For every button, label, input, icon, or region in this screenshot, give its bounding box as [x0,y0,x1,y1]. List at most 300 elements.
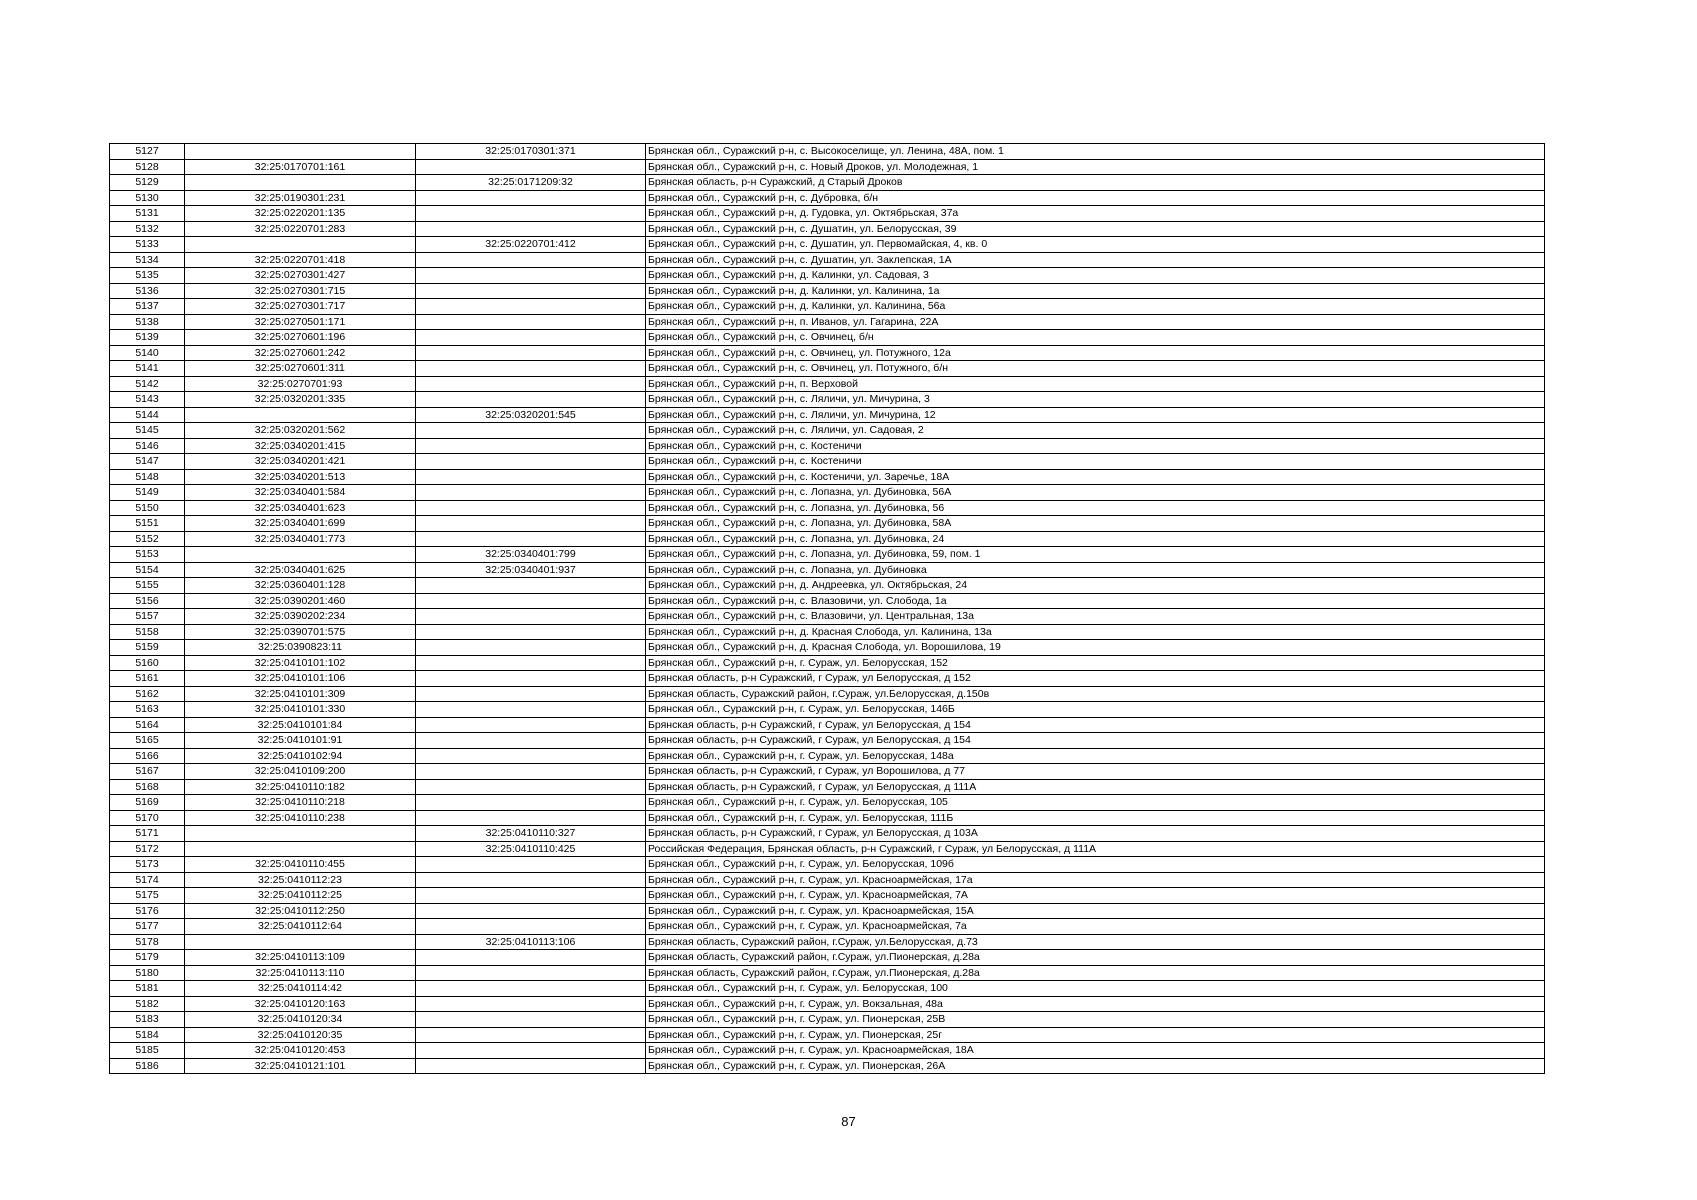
table-row [110,655,1545,671]
table-row [110,779,1545,795]
cadastral-number-secondary-cell [416,159,646,175]
table-row [110,1058,1545,1074]
row-number-cell: 5184 [110,1027,185,1043]
row-number-cell: 5145 [110,423,185,439]
cadastral-number-cell: 32:25:0360401:128 [185,578,416,594]
address-cell: Брянская область, Суражский район, г.Сураж, ул.Пионерская, д.28а [646,965,1545,981]
cadastral-number-cell: 32:25:0340201:421 [185,454,416,470]
table-row [110,547,1545,563]
cadastral-number-cell: 32:25:0410121:101 [185,1058,416,1074]
address-cell: Брянская обл., Суражский р-н, г. Сураж, ул. Пионерская, 25г [646,1027,1545,1043]
cadastral-number-cell: 32:25:0340401:623 [185,500,416,516]
row-number-cell: 5171 [110,826,185,842]
cadastral-number-secondary-cell [416,810,646,826]
row-number-cell: 5172 [110,841,185,857]
row-number-cell: 5178 [110,934,185,950]
table-row [110,640,1545,656]
cadastral-number-secondary-cell [416,376,646,392]
cadastral-number-cell: 32:25:0340401:699 [185,516,416,532]
address-cell: Брянская обл., Суражский р-н, г. Сураж, ул. Белорусская, 152 [646,655,1545,671]
cadastral-number-cell: 32:25:0340401:773 [185,531,416,547]
address-cell: Брянская обл., Суражский р-н, г. Сураж, ул. Красноармейская, 7а [646,919,1545,935]
row-number-cell: 5146 [110,438,185,454]
address-cell: Брянская обл., Суражский р-н, с. Ляличи, ул. Садовая, 2 [646,423,1545,439]
table-row [110,438,1545,454]
cadastral-number-cell: 32:25:0220701:418 [185,252,416,268]
cadastral-number-cell: 32:25:0410114:42 [185,981,416,997]
address-cell: Брянская область, Суражский район, г.Сураж, ул.Белорусская, д.73 [646,934,1545,950]
cadastral-number-cell: 32:25:0410101:102 [185,655,416,671]
address-cell: Брянская область, р-н Суражский, г Сураж, ул Белорусская, д 154 [646,717,1545,733]
cadastral-number-secondary-cell [416,469,646,485]
row-number-cell: 5179 [110,950,185,966]
row-number-cell: 5150 [110,500,185,516]
cadastral-number-cell: 32:25:0320201:562 [185,423,416,439]
cadastral-number-cell: 32:25:0270301:427 [185,268,416,284]
row-number-cell: 5159 [110,640,185,656]
cadastral-number-secondary-cell [416,903,646,919]
cadastral-number-secondary-cell [416,671,646,687]
address-cell: Брянская обл., Суражский р-н, п. Иванов, ул. Гагарина, 22А [646,314,1545,330]
table-row [110,671,1545,687]
table-row [110,965,1545,981]
table-row [110,1027,1545,1043]
row-number-cell: 5144 [110,407,185,423]
cadastral-number-secondary-cell [416,1043,646,1059]
cadastral-number-cell: 32:25:0410110:218 [185,795,416,811]
row-number-cell: 5157 [110,609,185,625]
table-row [110,950,1545,966]
cadastral-number-cell: 32:25:0410102:94 [185,748,416,764]
table-row [110,314,1545,330]
cadastral-number-secondary-cell [416,593,646,609]
row-number-cell: 5135 [110,268,185,284]
cadastral-number-secondary-cell [416,965,646,981]
cadastral-number-secondary-cell [416,531,646,547]
row-number-cell: 5169 [110,795,185,811]
row-number-cell: 5165 [110,733,185,749]
cadastral-number-cell: 32:25:0270301:717 [185,299,416,315]
cadastral-number-secondary-cell [416,330,646,346]
cadastral-number-cell [185,826,416,842]
table-row [110,1043,1545,1059]
row-number-cell: 5160 [110,655,185,671]
address-cell: Брянская обл., Суражский р-н, г. Сураж, ул. Белорусская, 109б [646,857,1545,873]
address-cell: Брянская область, р-н Суражский, г Сураж, ул Белорусская, д 111А [646,779,1545,795]
address-cell: Брянская обл., Суражский р-н, с. Лопазна, ул. Дубиновка, 56А [646,485,1545,501]
cadastral-number-secondary-cell [416,190,646,206]
address-cell: Брянская обл., Суражский р-н, г. Сураж, ул. Пионерская, 26А [646,1058,1545,1074]
address-cell: Брянская обл., Суражский р-н, д. Калинки, ул. Калинина, 56а [646,299,1545,315]
table-row [110,516,1545,532]
table-row [110,268,1545,284]
address-cell: Брянская обл., Суражский р-н, с. Лопазна, ул. Дубиновка, 59, пом. 1 [646,547,1545,563]
address-cell: Брянская обл., Суражский р-н, г. Сураж, ул. Белорусская, 100 [646,981,1545,997]
cadastral-number-cell: 32:25:0410112:250 [185,903,416,919]
table-row [110,485,1545,501]
cadastral-number-secondary-cell [416,299,646,315]
cadastral-number-secondary-cell [416,686,646,702]
table-row [110,578,1545,594]
table-row [110,841,1545,857]
row-number-cell: 5148 [110,469,185,485]
cadastral-number-secondary-cell [416,795,646,811]
table-row [110,221,1545,237]
cadastral-number-secondary-cell [416,361,646,377]
address-cell: Брянская обл., Суражский р-н, с. Костеничи [646,454,1545,470]
cadastral-number-secondary-cell [416,702,646,718]
table-row [110,810,1545,826]
address-cell: Брянская область, Суражский район, г.Сураж, ул.Белорусская, д.150в [646,686,1545,702]
table-row [110,826,1545,842]
table-row [110,593,1545,609]
row-number-cell: 5162 [110,686,185,702]
cadastral-number-cell: 32:25:0410110:182 [185,779,416,795]
address-cell: Брянская обл., Суражский р-н, д. Красная Слобода, ул. Ворошилова, 19 [646,640,1545,656]
row-number-cell: 5182 [110,996,185,1012]
cadastral-number-secondary-cell [416,1012,646,1028]
cadastral-number-cell: 32:25:0410113:109 [185,950,416,966]
address-cell: Брянская обл., Суражский р-н, с. Высокоселище, ул. Ленина, 48А, пом. 1 [646,144,1545,160]
table-row [110,872,1545,888]
address-cell: Брянская обл., Суражский р-н, с. Лопазна, ул. Дубиновка [646,562,1545,578]
cadastral-number-secondary-cell [416,485,646,501]
address-cell: Брянская обл., Суражский р-н, г. Сураж, ул. Белорусская, 148а [646,748,1545,764]
cadastral-number-cell: 32:25:0190301:231 [185,190,416,206]
cadastral-number-cell: 32:25:0340401:584 [185,485,416,501]
cadastral-number-cell: 32:25:0410101:330 [185,702,416,718]
row-number-cell: 5141 [110,361,185,377]
table-row [110,252,1545,268]
table-row [110,733,1545,749]
cadastral-number-secondary-cell [416,252,646,268]
address-cell: Брянская обл., Суражский р-н, с. Душатин, ул. Заклепская, 1А [646,252,1545,268]
table-row [110,1012,1545,1028]
cadastral-number-cell: 32:25:0340201:415 [185,438,416,454]
table-row [110,934,1545,950]
address-cell: Брянская обл., Суражский р-н, с. Душатин, ул. Белорусская, 39 [646,221,1545,237]
row-number-cell: 5147 [110,454,185,470]
cadastral-number-secondary-cell [416,717,646,733]
address-cell: Брянская обл., Суражский р-н, с. Костеничи, ул. Заречье, 18А [646,469,1545,485]
cadastral-number-cell: 32:25:0270601:242 [185,345,416,361]
row-number-cell: 5175 [110,888,185,904]
table-row [110,423,1545,439]
cadastral-number-cell: 32:25:0340201:513 [185,469,416,485]
table-row [110,609,1545,625]
cadastral-number-secondary-cell [416,640,646,656]
cadastral-number-cell: 32:25:0270701:93 [185,376,416,392]
address-cell: Брянская обл., Суражский р-н, г. Сураж, ул. Вокзальная, 48а [646,996,1545,1012]
table-row [110,237,1545,253]
cadastral-number-secondary-cell [416,857,646,873]
row-number-cell: 5168 [110,779,185,795]
table-row [110,500,1545,516]
row-number-cell: 5163 [110,702,185,718]
address-cell: Брянская обл., Суражский р-н, с. Ляличи, ул. Мичурина, 3 [646,392,1545,408]
cadastral-number-secondary-cell [416,1027,646,1043]
address-cell: Брянская обл., Суражский р-н, п. Верховой [646,376,1545,392]
row-number-cell: 5155 [110,578,185,594]
cadastral-number-secondary-cell [416,314,646,330]
property-table [109,143,1545,1074]
row-number-cell: 5186 [110,1058,185,1074]
row-number-cell: 5139 [110,330,185,346]
row-number-cell: 5180 [110,965,185,981]
cadastral-number-cell [185,407,416,423]
table-row [110,283,1545,299]
cadastral-number-cell: 32:25:0410101:91 [185,733,416,749]
address-cell: Брянская обл., Суражский р-н, д. Гудовка, ул. Октябрьская, 37а [646,206,1545,222]
row-number-cell: 5167 [110,764,185,780]
address-cell: Брянская обл., Суражский р-н, с. Новый Дроков, ул. Молодежная, 1 [646,159,1545,175]
address-cell: Брянская обл., Суражский р-н, с. Лопазна, ул. Дубиновка, 24 [646,531,1545,547]
cadastral-number-cell: 32:25:0410110:238 [185,810,416,826]
cadastral-number-secondary-cell [416,624,646,640]
table-row [110,299,1545,315]
table-row [110,888,1545,904]
row-number-cell: 5177 [110,919,185,935]
cadastral-number-secondary-cell [416,221,646,237]
address-cell: Брянская область, р-н Суражский, д Старый Дроков [646,175,1545,191]
table-row [110,562,1545,578]
cadastral-number-secondary-cell [416,578,646,594]
cadastral-number-cell: 32:25:0410110:455 [185,857,416,873]
cadastral-number-cell [185,175,416,191]
row-number-cell: 5133 [110,237,185,253]
table-row [110,392,1545,408]
cadastral-number-cell: 32:25:0170701:161 [185,159,416,175]
cadastral-number-secondary-cell [416,345,646,361]
cadastral-number-secondary-cell [416,950,646,966]
cadastral-number-secondary-cell [416,392,646,408]
page-number: 87 [841,1114,856,1129]
row-number-cell: 5156 [110,593,185,609]
cadastral-number-secondary-cell [416,888,646,904]
table-row [110,330,1545,346]
cadastral-number-secondary-cell [416,516,646,532]
row-number-cell: 5158 [110,624,185,640]
row-number-cell: 5185 [110,1043,185,1059]
cadastral-number-cell: 32:25:0220701:283 [185,221,416,237]
address-cell: Брянская обл., Суражский р-н, г. Сураж, ул. Белорусская, 111Б [646,810,1545,826]
row-number-cell: 5154 [110,562,185,578]
address-cell: Брянская обл., Суражский р-н, г. Сураж, ул. Пионерская, 25В [646,1012,1545,1028]
address-cell: Брянская обл., Суражский р-н, д. Красная Слобода, ул. Калинина, 13а [646,624,1545,640]
cadastral-number-cell [185,934,416,950]
row-number-cell: 5142 [110,376,185,392]
table-row [110,175,1545,191]
cadastral-number-cell: 32:25:0270601:311 [185,361,416,377]
cadastral-number-secondary-cell [416,423,646,439]
table-row [110,206,1545,222]
table-row [110,702,1545,718]
address-cell: Брянская обл., Суражский р-н, с. Лопазна, ул. Дубиновка, 58А [646,516,1545,532]
table-row [110,996,1545,1012]
address-cell: Брянская область, р-н Суражский, г Сураж, ул Белорусская, д 152 [646,671,1545,687]
row-number-cell: 5166 [110,748,185,764]
row-number-cell: 5174 [110,872,185,888]
row-number-cell: 5134 [110,252,185,268]
cadastral-number-cell: 32:25:0320201:335 [185,392,416,408]
cadastral-number-secondary-cell: 32:25:0340401:799 [416,547,646,563]
address-cell: Брянская обл., Суражский р-н, с. Овчинец, б/н [646,330,1545,346]
cadastral-number-cell: 32:25:0410120:35 [185,1027,416,1043]
address-cell: Брянская область, р-н Суражский, г Сураж, ул Ворошилова, д 77 [646,764,1545,780]
cadastral-number-secondary-cell: 32:25:0340401:937 [416,562,646,578]
cadastral-number-cell: 32:25:0390202:234 [185,609,416,625]
cadastral-number-secondary-cell [416,779,646,795]
row-number-cell: 5131 [110,206,185,222]
cadastral-number-secondary-cell [416,206,646,222]
row-number-cell: 5149 [110,485,185,501]
table-row [110,345,1545,361]
cadastral-number-cell [185,237,416,253]
cadastral-number-secondary-cell [416,655,646,671]
address-cell: Брянская обл., Суражский р-н, с. Ляличи, ул. Мичурина, 12 [646,407,1545,423]
row-number-cell: 5127 [110,144,185,160]
address-cell: Брянская обл., Суражский р-н, с. Костеничи [646,438,1545,454]
row-number-cell: 5130 [110,190,185,206]
address-cell: Брянская обл., Суражский р-н, г. Сураж, ул. Красноармейская, 17а [646,872,1545,888]
table-row [110,469,1545,485]
cadastral-number-secondary-cell: 32:25:0320201:545 [416,407,646,423]
cadastral-number-secondary-cell [416,268,646,284]
row-number-cell: 5151 [110,516,185,532]
address-cell: Брянская обл., Суражский р-н, г. Сураж, ул. Красноармейская, 15А [646,903,1545,919]
cadastral-number-secondary-cell [416,919,646,935]
row-number-cell: 5137 [110,299,185,315]
cadastral-number-secondary-cell [416,500,646,516]
cadastral-number-cell: 32:25:0410120:163 [185,996,416,1012]
cadastral-number-cell: 32:25:0410101:84 [185,717,416,733]
cadastral-number-secondary-cell [416,438,646,454]
cadastral-number-cell: 32:25:0410112:64 [185,919,416,935]
cadastral-number-cell [185,144,416,160]
cadastral-number-secondary-cell [416,283,646,299]
row-number-cell: 5153 [110,547,185,563]
cadastral-number-cell: 32:25:0410112:25 [185,888,416,904]
row-number-cell: 5173 [110,857,185,873]
cadastral-number-secondary-cell [416,764,646,780]
cadastral-number-cell [185,841,416,857]
table-body [110,144,1545,1074]
cadastral-number-cell: 32:25:0270601:196 [185,330,416,346]
row-number-cell: 5132 [110,221,185,237]
address-cell: Брянская обл., Суражский р-н, с. Влазовичи, ул. Центральная, 13а [646,609,1545,625]
address-cell: Брянская обл., Суражский р-н, г. Сураж, ул. Белорусская, 146Б [646,702,1545,718]
address-cell: Брянская область, р-н Суражский, г Сураж, ул Белорусская, д 103А [646,826,1545,842]
cadastral-number-secondary-cell: 32:25:0220701:412 [416,237,646,253]
cadastral-number-secondary-cell [416,454,646,470]
cadastral-number-secondary-cell [416,1058,646,1074]
row-number-cell: 5136 [110,283,185,299]
table-row [110,981,1545,997]
row-number-cell: 5183 [110,1012,185,1028]
table-row [110,857,1545,873]
table-row [110,764,1545,780]
address-cell: Брянская обл., Суражский р-н, с. Душатин, ул. Первомайская, 4, кв. 0 [646,237,1545,253]
row-number-cell: 5152 [110,531,185,547]
cadastral-number-cell: 32:25:0390823:11 [185,640,416,656]
table-row [110,454,1545,470]
cadastral-number-cell [185,547,416,563]
row-number-cell: 5129 [110,175,185,191]
table-row [110,624,1545,640]
table-row [110,190,1545,206]
address-cell: Брянская обл., Суражский р-н, с. Влазовичи, ул. Слобода, 1а [646,593,1545,609]
address-cell: Брянская обл., Суражский р-н, с. Лопазна, ул. Дубиновка, 56 [646,500,1545,516]
row-number-cell: 5140 [110,345,185,361]
cadastral-number-cell: 32:25:0410101:106 [185,671,416,687]
cadastral-number-secondary-cell [416,872,646,888]
cadastral-number-cell: 32:25:0340401:625 [185,562,416,578]
cadastral-number-cell: 32:25:0220201:135 [185,206,416,222]
table-row [110,717,1545,733]
cadastral-number-secondary-cell: 32:25:0410113:106 [416,934,646,950]
table-row [110,407,1545,423]
address-cell: Брянская обл., Суражский р-н, с. Овчинец, ул. Потужного, 12а [646,345,1545,361]
address-cell: Брянская обл., Суражский р-н, г. Сураж, ул. Белорусская, 105 [646,795,1545,811]
cadastral-number-cell: 32:25:0410109:200 [185,764,416,780]
cadastral-number-secondary-cell [416,609,646,625]
address-cell: Брянская обл., Суражский р-н, г. Сураж, ул. Красноармейская, 18А [646,1043,1545,1059]
address-cell: Брянская обл., Суражский р-н, г. Сураж, ул. Красноармейская, 7А [646,888,1545,904]
cadastral-number-cell: 32:25:0390701:575 [185,624,416,640]
address-cell: Брянская область, Суражский район, г.Сураж, ул.Пионерская, д.28а [646,950,1545,966]
table-row [110,159,1545,175]
row-number-cell: 5128 [110,159,185,175]
row-number-cell: 5161 [110,671,185,687]
address-cell: Брянская обл., Суражский р-н, с. Овчинец, ул. Потужного, б/н [646,361,1545,377]
cadastral-number-cell: 32:25:0410101:309 [185,686,416,702]
cadastral-number-secondary-cell [416,981,646,997]
cadastral-number-secondary-cell [416,733,646,749]
cadastral-number-cell: 32:25:0270301:715 [185,283,416,299]
table-row [110,531,1545,547]
cadastral-number-secondary-cell: 32:25:0410110:425 [416,841,646,857]
cadastral-number-secondary-cell [416,996,646,1012]
cadastral-number-cell: 32:25:0390201:460 [185,593,416,609]
table-row [110,376,1545,392]
row-number-cell: 5176 [110,903,185,919]
cadastral-number-secondary-cell [416,748,646,764]
cadastral-number-secondary-cell: 32:25:0171209:32 [416,175,646,191]
row-number-cell: 5143 [110,392,185,408]
row-number-cell: 5170 [110,810,185,826]
cadastral-number-cell: 32:25:0410120:453 [185,1043,416,1059]
cadastral-number-cell: 32:25:0410120:34 [185,1012,416,1028]
table-row [110,361,1545,377]
table-row [110,903,1545,919]
cadastral-number-secondary-cell: 32:25:0170301:371 [416,144,646,160]
cadastral-number-cell: 32:25:0270501:171 [185,314,416,330]
table-row [110,919,1545,935]
table-row [110,686,1545,702]
row-number-cell: 5181 [110,981,185,997]
cadastral-number-cell: 32:25:0410112:23 [185,872,416,888]
table-row [110,748,1545,764]
address-cell: Брянская обл., Суражский р-н, д. Андреевка, ул. Октябрьская, 24 [646,578,1545,594]
row-number-cell: 5138 [110,314,185,330]
table-row [110,795,1545,811]
table-row [110,144,1545,160]
address-cell: Брянская обл., Суражский р-н, д. Калинки, ул. Калинина, 1а [646,283,1545,299]
address-cell: Брянская обл., Суражский р-н, с. Дубровка, б/н [646,190,1545,206]
cadastral-number-cell: 32:25:0410113:110 [185,965,416,981]
address-cell: Брянская обл., Суражский р-н, д. Калинки, ул. Садовая, 3 [646,268,1545,284]
address-cell: Брянская область, р-н Суражский, г Сураж, ул Белорусская, д 154 [646,733,1545,749]
